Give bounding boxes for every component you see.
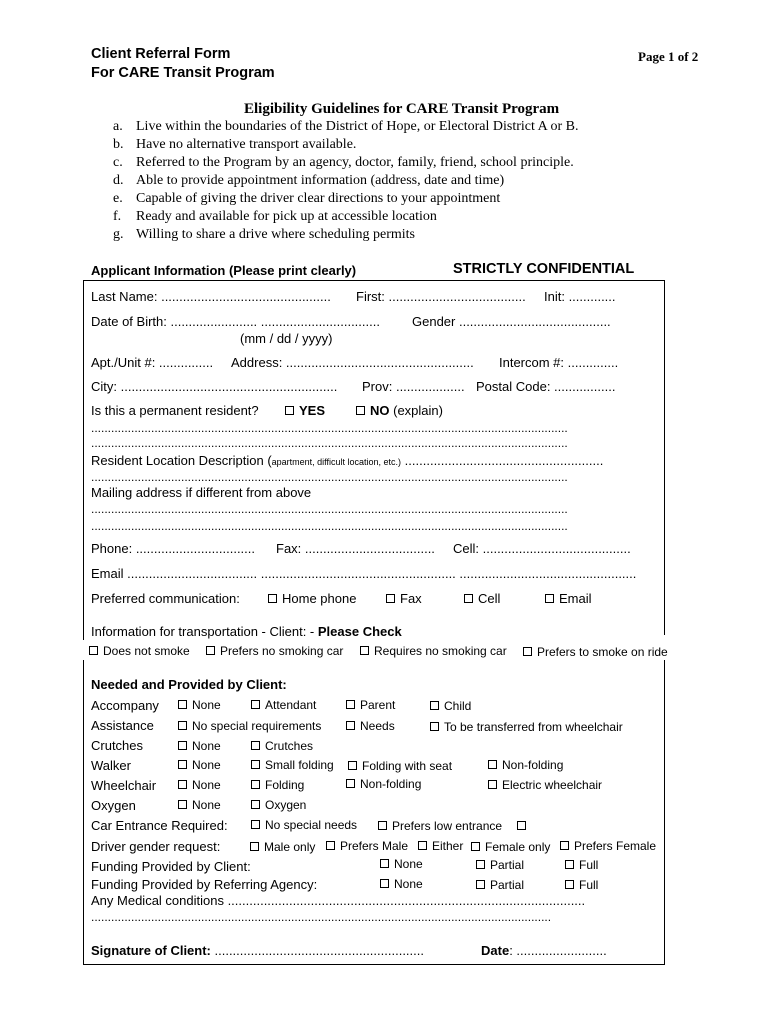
checkbox-icon[interactable] (488, 780, 497, 789)
accompany-label: Accompany (91, 698, 159, 713)
transport-info-label: Information for transportation - Client: - Please Check (91, 624, 402, 639)
checkbox-icon[interactable] (251, 820, 260, 829)
crutches-none-option[interactable]: None (178, 740, 221, 752)
checkbox-icon[interactable] (178, 760, 187, 769)
box-right-border (664, 280, 665, 635)
signature-field[interactable]: Signature of Client: .......................................................... (91, 943, 424, 958)
smoke-prefers-no-option[interactable]: Prefers no smoking car (206, 645, 343, 657)
checkbox-icon[interactable] (326, 841, 335, 850)
checkbox-icon[interactable] (178, 721, 187, 730)
driver-gender-label: Driver gender request: (91, 839, 221, 854)
assistance-label: Assistance (91, 718, 154, 733)
walker-folding-seat-option[interactable]: Folding with seat (348, 760, 452, 772)
eligibility-item: Capable of giving the driver clear directions to your appointment (136, 191, 501, 206)
smoke-requires-no-option[interactable]: Requires no smoking car (360, 645, 507, 657)
funding-agency-label: Funding Provided by Referring Agency: (91, 877, 318, 892)
mailing-dots-line[interactable]: ............................................................................................................................................... (91, 519, 568, 533)
funding-client-partial-option[interactable]: Partial (476, 859, 524, 871)
first-name-field[interactable]: First: ...................................... (356, 289, 526, 304)
eligibility-item: Live within the boundaries of the District of Hope, or Electoral District A or B. (136, 119, 579, 134)
wheelchair-none-option[interactable]: None (178, 779, 221, 791)
funding-agency-full-option[interactable]: Full (565, 879, 598, 891)
smoke-prefers-option[interactable]: Prefers to smoke on ride (523, 646, 668, 658)
pref-cell-option[interactable]: Cell (464, 592, 500, 605)
wheelchair-non-folding-option[interactable]: Non-folding (346, 778, 421, 790)
initial-field[interactable]: Init: ............. (544, 289, 616, 304)
checkbox-icon[interactable] (523, 647, 532, 656)
walker-small-folding-option[interactable]: Small folding (251, 759, 334, 771)
fax-field[interactable]: Fax: .................................... (276, 541, 435, 556)
checkbox-icon[interactable] (360, 646, 369, 655)
eligibility-item: Have no alternative transport available. (136, 137, 357, 152)
checkbox-icon[interactable] (178, 780, 187, 789)
walker-none-option[interactable]: None (178, 759, 221, 771)
eligibility-letter: a. (113, 119, 123, 134)
assistance-transfer-option[interactable]: To be transferred from wheelchair (430, 721, 623, 733)
funding-client-full-option[interactable]: Full (565, 859, 598, 871)
cell-field[interactable]: Cell: ......................................... (453, 541, 631, 556)
checkbox-icon[interactable] (378, 821, 387, 830)
resident-location-field[interactable]: Resident Location Description (apartment, difficult location, etc.) ....................................................... (91, 453, 604, 468)
box-bottom-border (83, 964, 665, 965)
driver-female-only-option[interactable]: Female only (471, 841, 550, 853)
car-no-special-option[interactable]: No special needs (251, 819, 357, 831)
car-low-entrance-option[interactable]: Prefers low entrance (378, 820, 502, 832)
pref-home-phone-option[interactable]: Home phone (268, 592, 356, 605)
eligibility-item: Ready and available for pick up at accessible location (136, 209, 437, 224)
permanent-resident-question: Is this a permanent resident? (91, 403, 259, 418)
box-top-border (83, 280, 665, 281)
funding-agency-none-option[interactable]: None (380, 878, 423, 890)
car-extra-checkbox[interactable] (517, 820, 531, 832)
assistance-no-special-option[interactable]: No special requirements (178, 720, 321, 732)
resident-location-dots[interactable]: ............................................................................................................................................... (91, 470, 568, 484)
eligibility-letter: d. (113, 173, 124, 188)
preferred-communication-label: Preferred communication: (91, 591, 240, 606)
eligibility-item: Willing to share a drive where scheduling permits (136, 227, 415, 242)
smoke-does-not-option[interactable]: Does not smoke (89, 645, 190, 657)
explain-dots-line[interactable]: ............................................................................................................................................... (91, 436, 568, 450)
checkbox-icon[interactable] (380, 859, 389, 868)
funding-client-none-option[interactable]: None (380, 858, 423, 870)
wheelchair-label: Wheelchair (91, 778, 157, 793)
apt-unit-field[interactable]: Apt./Unit #: ............... (91, 355, 214, 370)
eligibility-letter: e. (113, 191, 123, 206)
checkbox-icon[interactable] (476, 860, 485, 869)
checkbox-icon[interactable] (517, 821, 526, 830)
funding-client-label: Funding Provided by Client: (91, 859, 251, 874)
phone-field[interactable]: Phone: ................................. (91, 541, 256, 556)
driver-prefers-female-option[interactable]: Prefers Female (560, 840, 656, 852)
dob-format-hint: (mm / dd / yyyy) (240, 331, 333, 346)
driver-prefers-male-option[interactable]: Prefers Male (326, 840, 408, 852)
assistance-needs-option[interactable]: Needs (346, 720, 395, 732)
pref-email-option[interactable]: Email (545, 592, 592, 605)
permanent-no-option[interactable]: NO (explain) (356, 404, 443, 417)
car-entrance-label: Car Entrance Required: (91, 818, 228, 833)
date-field[interactable]: Date: ......................... (481, 943, 607, 958)
last-name-field[interactable]: Last Name: ............................................... (91, 289, 331, 304)
page-number: Page 1 of 2 (638, 49, 699, 64)
box-right-border-lower (664, 660, 665, 965)
checkbox-icon[interactable] (471, 842, 480, 851)
checkbox-icon[interactable] (251, 780, 260, 789)
eligibility-letter: g. (113, 227, 124, 242)
checkbox-icon[interactable] (178, 800, 187, 809)
explain-dots-line[interactable]: ............................................................................................................................................... (91, 421, 568, 435)
checkbox-icon[interactable] (356, 406, 365, 415)
checkbox-icon[interactable] (430, 701, 439, 710)
postal-code-field[interactable]: Postal Code: ................. (476, 379, 616, 394)
eligibility-letter: b. (113, 137, 124, 152)
accompany-parent-option[interactable]: Parent (346, 699, 395, 711)
funding-agency-partial-option[interactable]: Partial (476, 879, 524, 891)
eligibility-item: Able to provide appointment information (address, date and time) (136, 173, 505, 188)
oxygen-oxygen-option[interactable]: Oxygen (251, 799, 306, 811)
checkbox-icon[interactable] (565, 880, 574, 889)
checkbox-icon[interactable] (464, 594, 473, 603)
checkbox-icon[interactable] (346, 779, 355, 788)
checkbox-icon[interactable] (380, 879, 389, 888)
checkbox-icon[interactable] (348, 761, 357, 770)
wheelchair-folding-option[interactable]: Folding (251, 779, 304, 791)
pref-fax-option[interactable]: Fax (386, 592, 422, 605)
accompany-attendant-option[interactable]: Attendant (251, 699, 316, 711)
dob-field[interactable]: Date of Birth: ........................ ................................. (91, 314, 380, 329)
checkbox-icon[interactable] (206, 646, 215, 655)
eligibility-heading: Eligibility Guidelines for CARE Transit Program (244, 101, 560, 117)
walker-label: Walker (91, 758, 131, 773)
eligibility-letter: c. (113, 155, 123, 170)
applicant-heading: Applicant Information (Please print clearly) (91, 263, 357, 278)
checkbox-icon[interactable] (89, 646, 98, 655)
oxygen-none-option[interactable]: None (178, 799, 221, 811)
checkbox-icon[interactable] (418, 841, 427, 850)
eligibility-item: Referred to the Program by an agency, doctor, family, friend, school principle. (136, 155, 574, 170)
permanent-yes-option[interactable]: YES (285, 404, 325, 417)
checkbox-icon[interactable] (565, 860, 574, 869)
checkbox-icon[interactable] (268, 594, 277, 603)
needs-heading: Needed and Provided by Client: (91, 677, 287, 692)
medical-conditions-field[interactable]: Any Medical conditions ................................................................................................... (91, 893, 586, 908)
box-left-border (83, 280, 84, 640)
checkbox-icon[interactable] (178, 741, 187, 750)
walker-non-folding-option[interactable]: Non-folding (488, 759, 563, 771)
checkbox-icon[interactable] (346, 721, 355, 730)
prov-field[interactable]: Prov: ................... (362, 379, 465, 394)
checkbox-icon[interactable] (476, 880, 485, 889)
wheelchair-electric-option[interactable]: Electric wheelchair (488, 779, 602, 791)
crutches-label: Crutches (91, 738, 144, 753)
checkbox-icon[interactable] (386, 594, 395, 603)
accompany-none-option[interactable]: None (178, 699, 221, 711)
checkbox-icon[interactable] (430, 722, 439, 731)
intercom-field[interactable]: Intercom #: .............. (499, 355, 619, 370)
crutches-crutches-option[interactable]: Crutches (251, 740, 313, 752)
email-field[interactable]: Email .................................... ...................................................... ................................................. (91, 566, 637, 581)
box-left-border-lower (83, 660, 84, 965)
city-field[interactable]: City: ............................................................ (91, 379, 338, 394)
accompany-child-option[interactable]: Child (430, 700, 471, 712)
driver-male-only-option[interactable]: Male only (250, 841, 315, 853)
checkbox-icon[interactable] (250, 842, 259, 851)
confidential-label: STRICTLY CONFIDENTIAL (453, 261, 635, 277)
checkbox-icon[interactable] (545, 594, 554, 603)
checkbox-icon[interactable] (560, 841, 569, 850)
eligibility-letter: f. (113, 209, 122, 224)
address-field[interactable]: Address: .................................................... (231, 355, 474, 370)
checkbox-icon[interactable] (178, 700, 187, 709)
driver-either-option[interactable]: Either (418, 840, 463, 852)
form-title-line1: Client Referral Form (91, 46, 231, 62)
checkbox-icon[interactable] (251, 760, 260, 769)
medical-dots-line[interactable]: .......................................................................................................................................... (91, 910, 552, 924)
form-title-line2: For CARE Transit Program (91, 65, 275, 81)
checkbox-icon[interactable] (251, 800, 260, 809)
checkbox-icon[interactable] (251, 741, 260, 750)
oxygen-label: Oxygen (91, 798, 136, 813)
checkbox-icon[interactable] (251, 700, 260, 709)
checkbox-icon[interactable] (285, 406, 294, 415)
gender-field[interactable]: Gender .......................................... (412, 314, 611, 329)
checkbox-icon[interactable] (488, 760, 497, 769)
mailing-address-label: Mailing address if different from above (91, 485, 312, 500)
mailing-dots-line[interactable]: ............................................................................................................................................... (91, 502, 568, 516)
checkbox-icon[interactable] (346, 700, 355, 709)
